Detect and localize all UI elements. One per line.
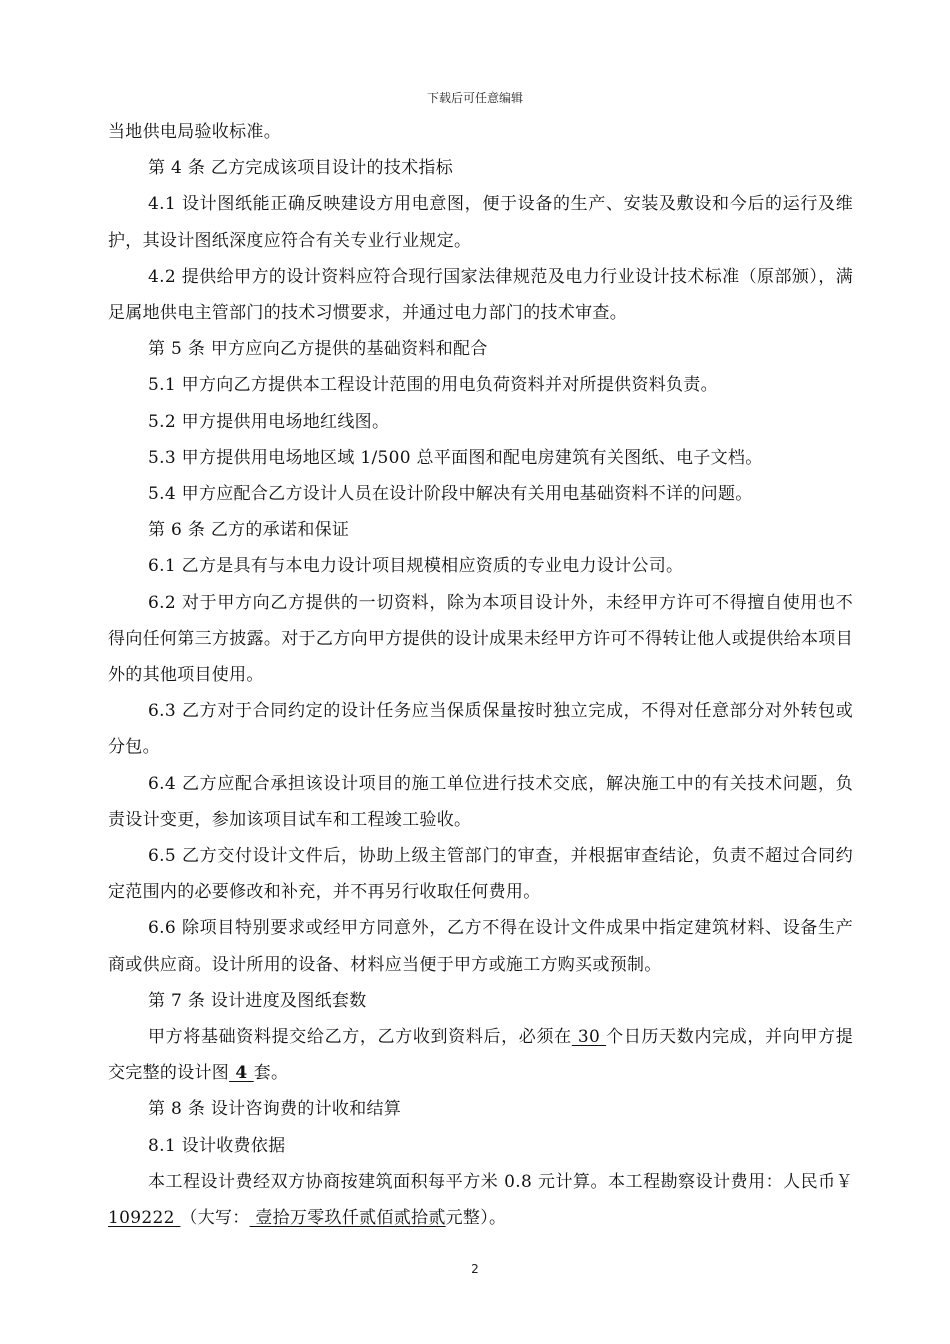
paragraph: 5.2 甲方提供用电场地红线图。 [148, 411, 390, 432]
text-run: （大写： [180, 1208, 250, 1229]
paragraph: 当地供电局验收标准。 [108, 122, 281, 142]
article-heading: 第 4 条 乙方完成该项目设计的技术指标 [148, 158, 454, 179]
article-heading: 第 6 条 乙方的承诺和保证 [148, 520, 350, 541]
document-body [108, 114, 853, 1236]
paragraph [108, 1019, 853, 1091]
sets-value: 4 [229, 1063, 254, 1084]
days-value: 30 [571, 1027, 607, 1048]
page-number: 2 [471, 1262, 479, 1276]
paragraph: 4.1 设计图纸能正确反映建设方用电意图，便于设备的生产、安装及敷设和今后的运行及维护，其设计图纸深度应符合有关专业行业规定。 [108, 194, 853, 251]
page-header: 下载后可任意编辑 [426, 91, 523, 105]
paragraph: 6.2 对于甲方向乙方提供的一切资料，除为本项目设计外，未经甲方许可不得擅自使用也不得向任何第三方披露。对于乙方向甲方提供的设计成果未经甲方许可不得转让他人或提供给本项目外的其他项目使用。 [108, 592, 853, 686]
paragraph: 6.6 除项目特别要求或经甲方同意外，乙方不得在设计文件成果中指定建筑材料、设备生产商或供应商。设计所用的设备、材料应当便于甲方或施工方购买或预制。 [108, 918, 853, 975]
text-run: 甲方将基础资料提交给乙方，乙方收到资料后，必须在 [148, 1027, 572, 1048]
fee-amount-words: 壹拾万零玖仟贰佰贰拾贰 [249, 1208, 446, 1229]
paragraph: 8.1 设计收费依据 [148, 1135, 286, 1156]
text-run: 元整）。 [445, 1208, 507, 1229]
fee-amount: 109222 [108, 1208, 181, 1229]
paragraph: 5.3 甲方提供用电场地区域 1/500 总平面图和配电房建筑有关图纸、电子文档。 [148, 447, 763, 468]
article-heading: 第 7 条 设计进度及图纸套数 [148, 990, 367, 1011]
paragraph [108, 1164, 853, 1236]
paragraph: 5.4 甲方应配合乙方设计人员在设计阶段中解决有关用电基础资料不详的问题。 [148, 484, 753, 505]
text-run: 个日历天数内完成，并向甲方提交完整的设计图 [108, 1027, 854, 1084]
text-run: 套。 [253, 1063, 289, 1084]
article-heading: 第 5 条 甲方应向乙方提供的基础资料和配合 [148, 339, 488, 360]
article-heading: 第 8 条 设计咨询费的计收和结算 [148, 1099, 402, 1120]
text-run: 本工程设计费经双方协商按建筑面积每平方米 0.8 元计算。本工程勘察设计费用：人民币￥ [148, 1171, 853, 1192]
paragraph: 4.2 提供给甲方的设计资料应符合现行国家法律规范及电力行业设计技术标准（原部颁），满足属地供电主管部门的技术习惯要求，并通过电力部门的技术审查。 [108, 266, 853, 324]
paragraph: 6.5 乙方交付设计文件后，协助上级主管部门的审查，并根据审查结论，负责不超过合同约定范围内的必要修改和补充，并不再另行收取任何费用。 [108, 846, 853, 903]
paragraph: 5.1 甲方向乙方提供本工程设计范围的用电负荷资料并对所提供资料负责。 [148, 375, 718, 396]
paragraph: 6.3 乙方对于合同约定的设计任务应当保质保量按时独立完成，不得对任意部分对外转包或分包。 [108, 701, 853, 758]
paragraph: 6.4 乙方应配合承担该设计项目的施工单位进行技术交底，解决施工中的有关技术问题，负责设计变更，参加该项目试车和工程竣工验收。 [108, 773, 853, 830]
paragraph: 6.1 乙方是具有与本电力设计项目规模相应资质的专业电力设计公司。 [148, 556, 684, 577]
